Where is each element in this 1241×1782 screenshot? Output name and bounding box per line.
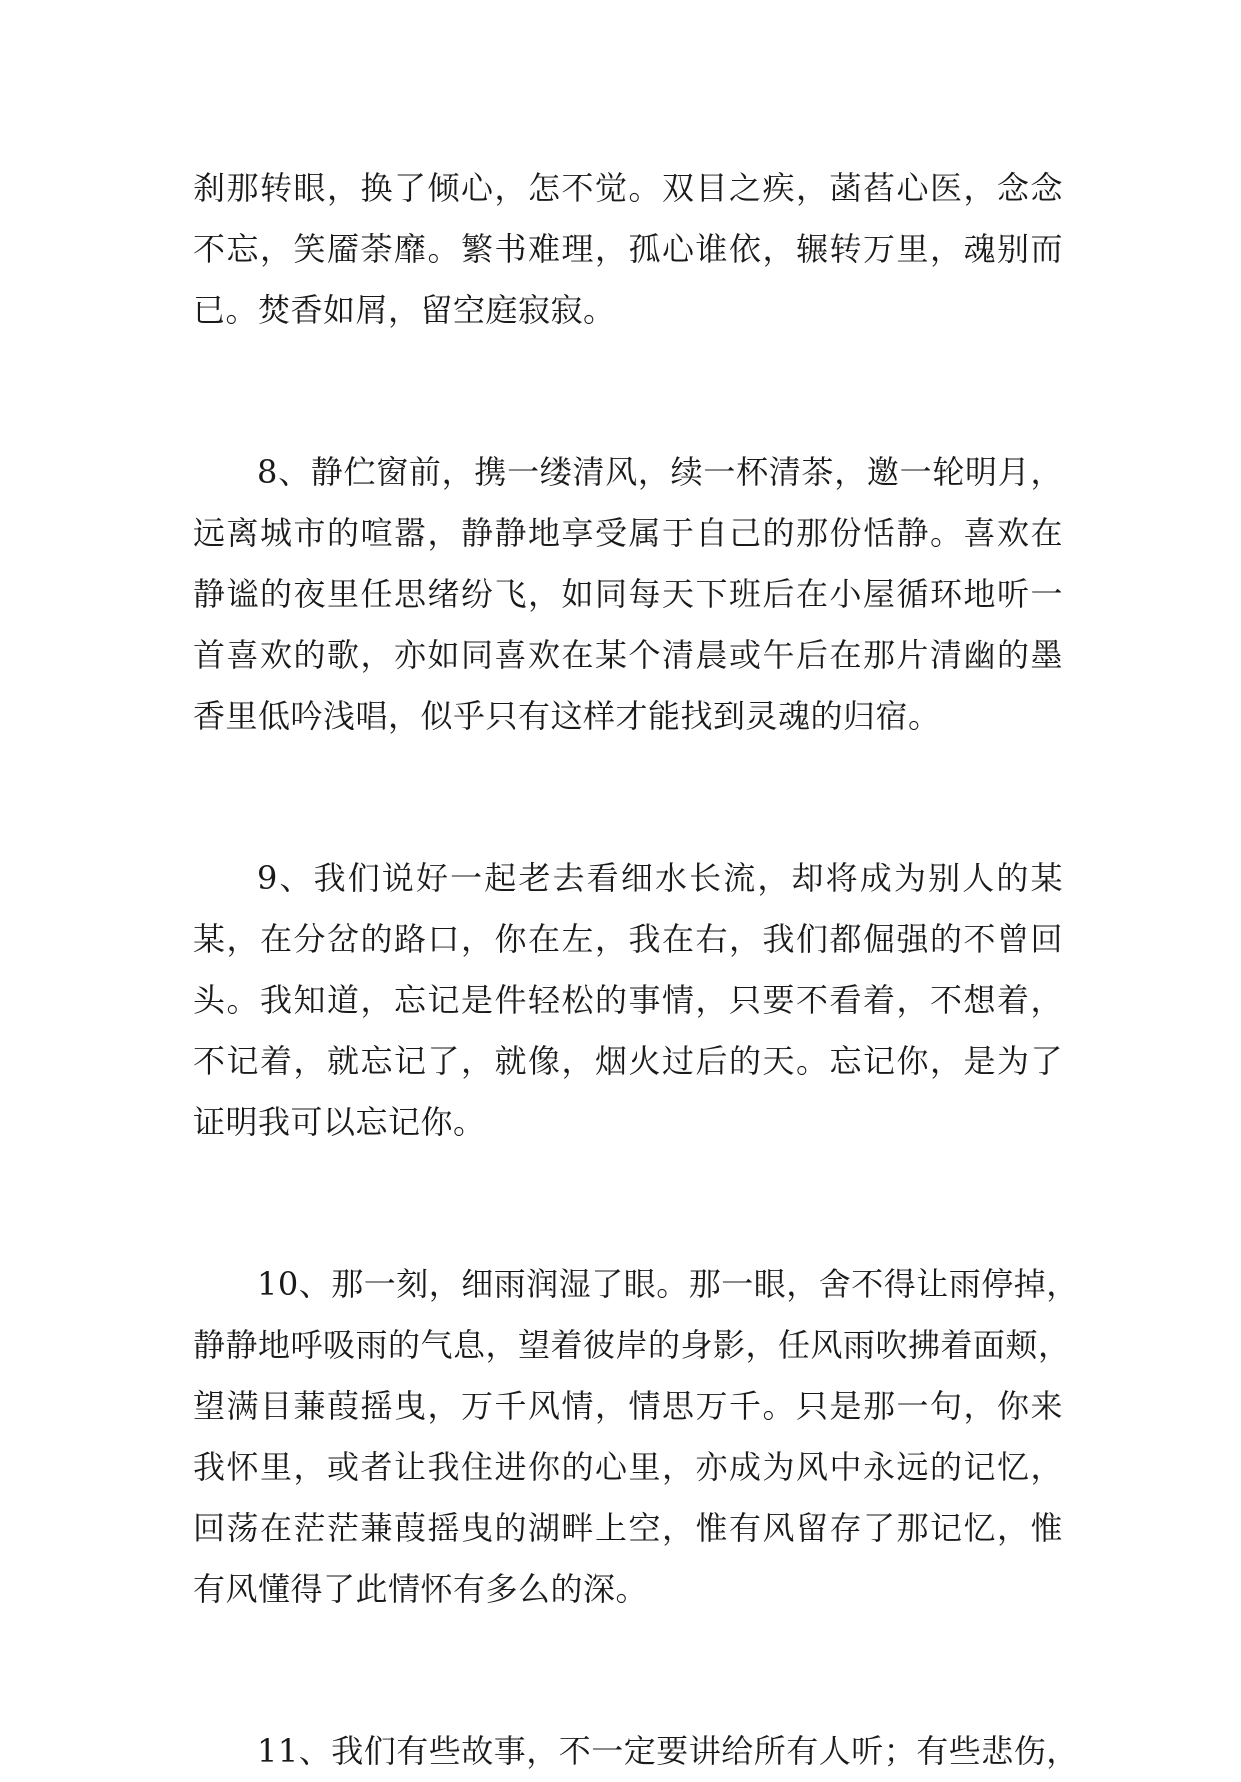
document-body — [193, 158, 1079, 1782]
text-line: 11、我们有些故事，不一定要讲给所有人听；有些悲伤， — [257, 1732, 1079, 1770]
text-line: 头。我知道，忘记是件轻松的事情，只要不看着，不想着， — [193, 981, 1063, 1019]
paragraph-8 — [193, 442, 1063, 747]
text-line: 远离城市的喧嚣，静静地享受属于自己的那份恬静。喜欢在 — [193, 514, 1063, 552]
paragraph-spacer — [193, 1620, 1063, 1721]
paragraph-9 — [193, 848, 1063, 1153]
text-line: 望满目蒹葭摇曳，万千风情，情思万千。只是那一句，你来 — [193, 1387, 1063, 1425]
paragraph-spacer — [193, 341, 1063, 442]
text-line: 某，在分岔的路口，你在左，我在右，我们都倔强的不曾回 — [193, 920, 1063, 958]
paragraph-continuation — [193, 158, 1063, 341]
paragraph-spacer — [193, 747, 1063, 848]
text-line: 已。焚香如屑，留空庭寂寂。 — [193, 291, 616, 329]
text-line: 刹那转眼，换了倾心，怎不觉。双目之疾，菡萏心医，念念 — [193, 169, 1063, 207]
text-line: 证明我可以忘记你。 — [193, 1103, 486, 1141]
text-line: 有风懂得了此情怀有多么的深。 — [193, 1570, 649, 1608]
paragraph-10 — [193, 1254, 1079, 1620]
text-line: 9、我们说好一起老去看细水长流，却将成为别人的某 — [257, 859, 1063, 897]
text-line: 我怀里，或者让我住进你的心里，亦成为风中永远的记忆， — [193, 1448, 1063, 1486]
paragraph-spacer — [193, 1153, 1063, 1254]
text-line: 回荡在茫茫蒹葭摇曳的湖畔上空，惟有风留存了那记忆，惟 — [193, 1509, 1063, 1547]
paragraph-11 — [193, 1721, 1079, 1782]
text-line: 香里低吟浅唱，似乎只有这样才能找到灵魂的归宿。 — [193, 697, 941, 735]
text-line: 静静地呼吸雨的气息，望着彼岸的身影，任风雨吹拂着面颊， — [193, 1326, 1071, 1364]
text-line: 静谧的夜里任思绪纷飞，如同每天下班后在小屋循环地听一 — [193, 575, 1063, 613]
text-line: 不记着，就忘记了，就像，烟火过后的天。忘记你，是为了 — [193, 1042, 1063, 1080]
text-line: 首喜欢的歌，亦如同喜欢在某个清晨或午后在那片清幽的墨 — [193, 636, 1063, 674]
text-line: 不忘，笑靥荼靡。繁书难理，孤心谁依，辗转万里，魂别而 — [193, 230, 1063, 268]
text-line: 10、那一刻，细雨润湿了眼。那一眼，舍不得让雨停掉， — [257, 1265, 1079, 1303]
text-line: 8、静伫窗前，携一缕清风，续一杯清茶，邀一轮明月， — [257, 453, 1063, 491]
